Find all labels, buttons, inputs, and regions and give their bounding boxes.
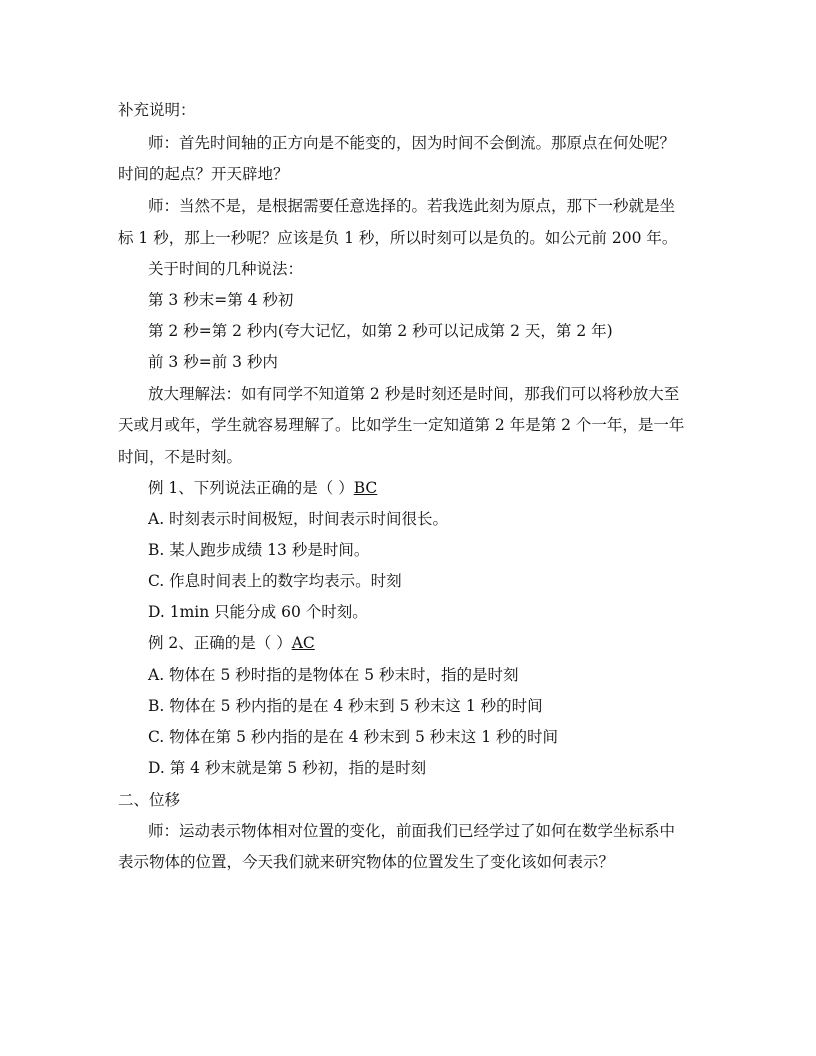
paragraph-line: 师：当然不是，是根据需要任意选择的。若我选此刻为原点，那下一秒就是坐	[148, 197, 676, 215]
supplement-heading: 补充说明：	[118, 101, 196, 119]
paragraph-line: 时间，不是时刻。	[118, 448, 243, 466]
paragraph-line: 前 3 秒=前 3 秒内	[148, 353, 278, 371]
option-line: B. 物体在 5 秒内指的是在 4 秒末到 5 秒末这 1 秒的时间	[148, 697, 543, 715]
paragraph-line: 标 1 秒，那上一秒呢？应该是负 1 秒，所以时刻可以是负的。如公元前 200 年。	[118, 229, 678, 247]
example-2-answer: AC	[291, 634, 315, 652]
option-line: D. 第 4 秒末就是第 5 秒初，指的是时刻	[148, 759, 427, 777]
paragraph-line: 天或月或年，学生就容易理解了。比如学生一定知道第 2 年是第 2 个一年，是一年	[118, 416, 685, 434]
option-line: B. 某人跑步成绩 13 秒是时间。	[148, 541, 370, 559]
example-1-question	[148, 478, 698, 498]
option-line: A. 物体在 5 秒时指的是物体在 5 秒末时，指的是时刻	[148, 666, 519, 684]
paragraph-line: 第 2 秒=第 2 秒内(夸大记忆，如第 2 秒可以记成第 2 天，第 2 年)	[148, 322, 613, 340]
option-line: C. 物体在第 5 秒内指的是在 4 秒末到 5 秒末这 1 秒的时间	[148, 728, 559, 746]
option-line: D. 1min 只能分成 60 个时刻。	[148, 603, 368, 621]
example-1-answer: BC	[353, 479, 378, 497]
paragraph-line: 表示物体的位置，今天我们就来研究物体的位置发生了变化该如何表示？	[118, 853, 615, 871]
paragraph-line: 师：运动表示物体相对位置的变化，前面我们已经学过了如何在数学坐标系中	[148, 822, 676, 840]
paragraph-line: 放大理解法：如有同学不知道第 2 秒是时刻还是时间，那我们可以将秒放大至	[148, 385, 680, 403]
example-2-question	[148, 633, 698, 653]
example-1-stem: 例 1、下列说法正确的是（ ）	[148, 479, 354, 497]
paragraph-line: 时间的起点？开天辟地？	[118, 165, 289, 183]
option-line: A. 时刻表示时间极短，时间表示时间很长。	[148, 510, 449, 528]
paragraph-line: 关于时间的几种说法：	[148, 260, 304, 278]
example-2-stem: 例 2、正确的是（ ）	[148, 634, 292, 652]
option-line: C. 作息时间表上的数字均表示。时刻	[148, 572, 402, 590]
paragraph-line: 师：首先时间轴的正方向是不能变的，因为时间不会倒流。那原点在何处呢？	[148, 134, 676, 152]
paragraph-line: 第 3 秒末=第 4 秒初	[148, 291, 294, 309]
section-heading: 二、位移	[118, 791, 181, 809]
